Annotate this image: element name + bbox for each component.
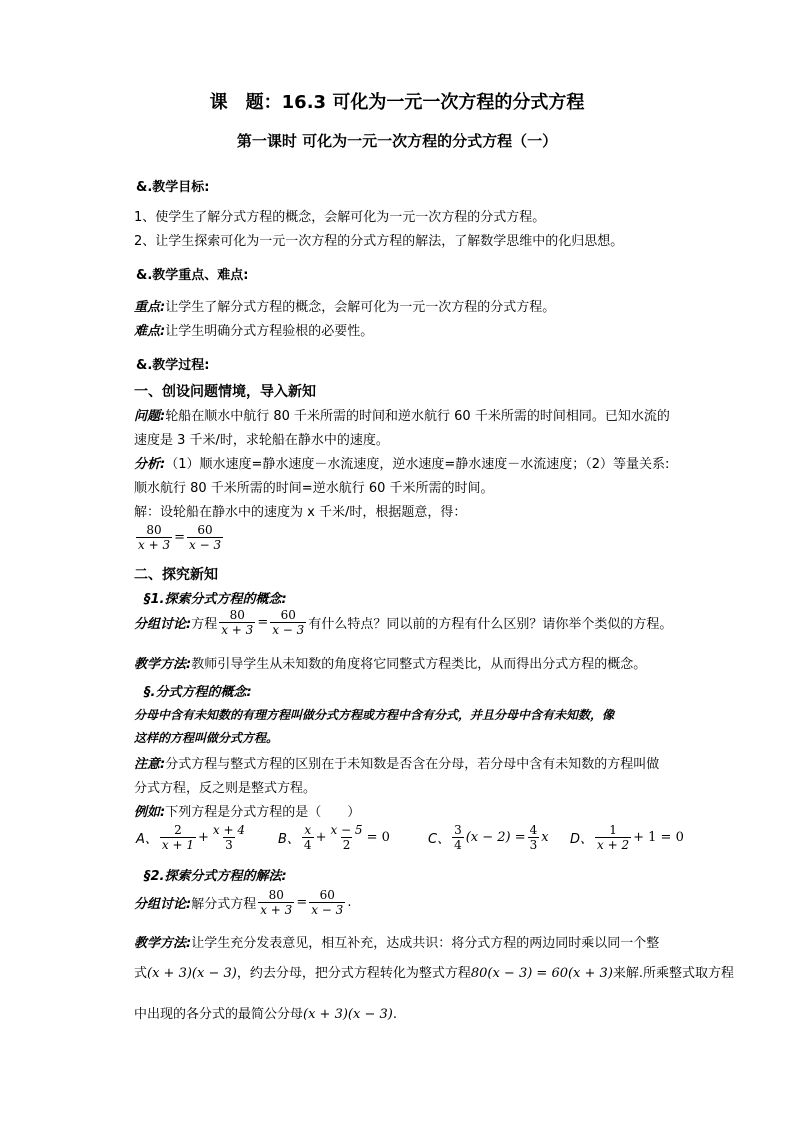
problem-line: 速度是 3 千米/时，求轮船在静水中的速度。 <box>134 433 389 448</box>
example-text: 下列方程是分式方程的是（ ） <box>165 805 361 820</box>
goal-item: 2、让学生探索可化为一元一次方程的分式方程的解法，了解数学思维中的化归思想。 <box>134 234 624 249</box>
concept-line: 分母中含有未知数的有理方程叫做分式方程或方程中含有分式，并且分母中含有未知数，像 <box>134 708 615 722</box>
discussion-line: 分组讨论: 方程 $\frac{80}{x + 3}$ = $\frac{60}{x - 3}$ 有什么特点？同以前的方程有什么区别？请你举个类似的方程。 <box>134 608 673 637</box>
disc-label: 分组讨论: <box>134 617 192 632</box>
analysis-line <box>134 453 669 472</box>
method2-line: 中出现的各分式的最简公分母(x + 3)(x − 3). <box>134 1007 397 1022</box>
option-d: D、 $\frac{1}{x + 2}$ + 1 = 0 <box>570 823 684 852</box>
key-text: 让学生了解分式方程的概念，会解可化为一元一次方程的分式方程。 <box>165 300 556 315</box>
option-c: C、 $\frac{3}{4}$ (x − 2) = $\frac{4}{3}$ x <box>428 823 549 852</box>
problem-line <box>134 405 670 424</box>
solution-line: 解：设轮船在静水中的速度为 x 千米/时，根据题意，得： <box>134 505 467 520</box>
difficulty-point <box>134 320 373 339</box>
disc2-label: 分组讨论: <box>134 897 192 912</box>
example-line <box>134 801 360 820</box>
discussion2-line: 分组讨论: 解分式方程 $\frac{80}{x + 3}$ = $\frac{60}{x - 3}$ . <box>134 888 352 917</box>
diff-text: 让学生明确分式方程验根的必要性。 <box>165 324 374 339</box>
analysis-text: （1）顺水速度=静水速度－水流速度，逆水速度=静水速度－水流速度；（2）等量关系: <box>165 457 670 472</box>
example-label: 例如: <box>134 805 166 820</box>
analysis-line: 顺水航行 80 千米所需的时间=逆水航行 60 千米所需的时间。 <box>134 481 494 496</box>
key-point <box>134 296 555 315</box>
option-a: A、 $\frac{2}{x + 1}$ + $\frac{x + 4}{3}$ <box>136 823 245 852</box>
method2-line: 式(x + 3)(x − 3)，约去分母，把分式方程转化为整式方程80(x − 3) = 60(x + 3)来解.所乘整式取方程 <box>134 966 735 981</box>
method-line <box>134 653 646 672</box>
problem-label: 问题: <box>134 409 166 424</box>
option-b: B、 $\frac{x}{4}$ + $\frac{x - 5}{2}$ = 0 <box>278 823 390 852</box>
lesson-title: 课 题：16.3 可化为一元一次方程的分式方程 <box>209 92 585 113</box>
method2-label: 教学方法: <box>134 936 192 951</box>
goal-item: 1、使学生了解分式方程的概念，会解可化为一元一次方程的分式方程。 <box>134 210 546 225</box>
note-line: 分式方程，反之则是整式方程。 <box>134 781 317 796</box>
goals-heading: &.教学目标: <box>136 180 210 195</box>
analysis-label: 分析: <box>134 457 166 472</box>
equation: $\frac{80}{x + 3}$ = $\frac{60}{x - 3}$ <box>138 523 222 552</box>
note-text: 分式方程与整式方程的区别在于未知数是否含在分母，若分母中含有未知数的方程叫做 <box>165 757 660 772</box>
s2-heading: §2.探索分式方程的解法: <box>144 869 287 884</box>
method2-line <box>134 932 659 951</box>
diff-label: 难点: <box>134 324 166 339</box>
problem-text: 轮船在顺水中航行 80 千米所需的时间和逆水航行 60 千米所需的时间相同。已知水流的 <box>165 409 670 424</box>
key-label: 重点: <box>134 300 166 315</box>
s1-heading: §1.探索分式方程的概念: <box>144 592 287 607</box>
section1-heading: 一、创设问题情境，导入新知 <box>134 384 316 400</box>
concept-line: 这样的方程叫做分式方程。 <box>134 731 279 745</box>
key-heading: &.教学重点、难点: <box>136 268 249 283</box>
method-text: 教师引导学生从未知数的角度将它同整式方程类比，从而得出分式方程的概念。 <box>191 657 647 672</box>
process-heading: &.教学过程: <box>136 358 210 373</box>
method2-text: 让学生充分发表意见，相互补充，达成共识：将分式方程的两边同时乘以同一个整 <box>191 936 660 951</box>
concept-heading: §.分式方程的概念: <box>144 685 252 700</box>
method-label: 教学方法: <box>134 657 192 672</box>
note-label: 注意: <box>134 757 166 772</box>
lesson-subtitle: 第一课时 可化为一元一次方程的分式方程（一） <box>236 132 558 150</box>
note-line <box>134 753 659 772</box>
section2-heading: 二、探究新知 <box>134 567 218 583</box>
